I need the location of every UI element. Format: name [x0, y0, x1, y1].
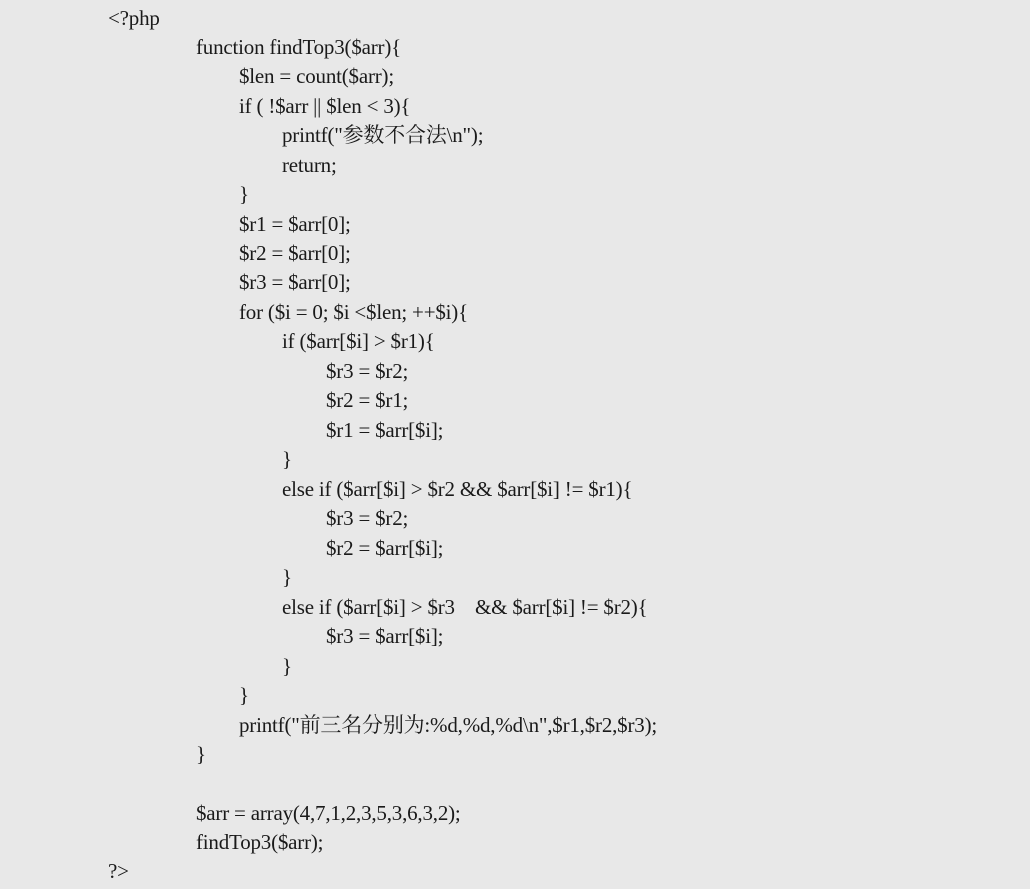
code-line: $r1 = $arr[$i]; [326, 418, 444, 442]
code-line: } [239, 683, 249, 707]
code-line: $r2 = $r1; [326, 388, 409, 412]
code-line: if ( !$arr || $len < 3){ [239, 94, 411, 118]
code-line: } [282, 447, 292, 471]
code-line: ?> [108, 859, 129, 883]
code-line: else if ($arr[$i] > $r2 && $arr[$i] != $r1){ [282, 477, 633, 501]
code-line: } [196, 742, 206, 766]
code-line: printf("参数不合法\n"); [282, 123, 484, 147]
code-line: } [282, 565, 292, 589]
code-line: printf("前三名分别为:%d,%d,%d\n",$r1,$r2,$r3); [239, 713, 657, 737]
code-line: $r2 = $arr[0]; [239, 241, 351, 265]
code-line: findTop3($arr); [196, 830, 324, 854]
code-line: return; [282, 153, 337, 177]
code-line: $r1 = $arr[0]; [239, 212, 351, 236]
code-line: <?php [108, 6, 160, 30]
code-line: $r2 = $arr[$i]; [326, 536, 444, 560]
code-line: $r3 = $r2; [326, 506, 409, 530]
code-line: } [239, 182, 249, 206]
code-line: $r3 = $arr[0]; [239, 270, 351, 294]
code-line: $arr = array(4,7,1,2,3,5,3,6,3,2); [196, 801, 461, 825]
code-line: else if ($arr[$i] > $r3 && $arr[$i] != $r2){ [282, 595, 648, 619]
code-line: $r3 = $r2; [326, 359, 409, 383]
code-line: for ($i = 0; $i <$len; ++$i){ [239, 300, 468, 324]
code-line: if ($arr[$i] > $r1){ [282, 329, 435, 353]
code-line: $len = count($arr); [239, 64, 394, 88]
code-line: $r3 = $arr[$i]; [326, 624, 444, 648]
code-line: function findTop3($arr){ [196, 35, 401, 59]
code-line: } [282, 654, 292, 678]
